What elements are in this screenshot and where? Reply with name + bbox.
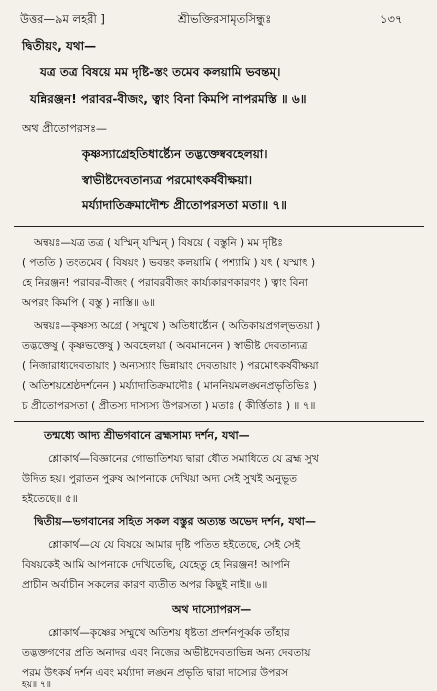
anvaya-6-line-4: অপরং কিমপি ( বস্তু ) নাস্তি॥ ৬॥ (22, 297, 156, 309)
verse-6-line-2: যন্নিরঞ্জন! পরাবর-বীজং, ত্বাং বিনা কিমপি নাপরমস্তি ॥ ৬॥ (30, 92, 307, 106)
verse-7-line-2: স্বাভীষ্টদেবতান্যত্র পরমোৎকর্ষবীক্ষয়া। (82, 173, 253, 187)
anvaya-6-line-1: অন্বয়ঃ—যত্র তত্র ( যস্মিন্ যস্মিন্ ) বিষয়ে ( বস্তুনি ) মম দৃষ্টিঃ (34, 237, 283, 249)
section-abheda-darshan-heading: দ্বিতীয়—ভগবানের সহিত সকল বস্তুর অত্যন্ত অভেদ দর্শন, যথা— (34, 515, 316, 528)
divider-rule-2 (14, 421, 424, 422)
verse-6-line-1: যত্র তত্র বিষয়ে মম দৃষ্টি-স্তং তমেব কলয়ামি ভবন্তম্। (40, 65, 281, 79)
verse-7-line-1: কৃষ্ণস্যাগ্রেহতিধার্ষ্ট্যেন তদ্ভক্তেষ্ববহেলয়া। (82, 147, 268, 161)
verse-intro-pritoparasa: অথ প্রীতোপরসঃ— (22, 122, 108, 135)
verse-intro-dvitiya: দ্বিতীয়ং, যথা— (22, 39, 97, 53)
shlokartha-5-line-3: হইতেছে॥ ৫॥ (22, 493, 78, 505)
header-page-number: ১৩৭ (380, 12, 403, 26)
shlokartha-6-line-1: শ্লোকার্থ—যে যে বিষয়ে আমার দৃষ্টি পতিত হইতেছে, সেই সেই (48, 539, 301, 551)
header-book-title: শ্রীভক্তিরসামৃতসিন্ধুঃ (178, 12, 272, 26)
anvaya-7-line-3: ( নিজারাধ্যদেবতায়াং ) অন্যস্যাং ভিন্নায়াং দেবতায়াং ) পরমোৎকর্ষবীক্ষয়া (22, 360, 319, 372)
shlokartha-5-line-1: শ্লোকার্থ—বিজ্ঞানের গোভাতিশয্য দ্বারা ধৌত সমাধিতে যে ব্রহ্ম সুখ (48, 453, 319, 465)
shlokartha-5-line-2: উদিত হয়। পুরাতন পুরুষ আপনাকে দেখিয়া অদ্য সেই সুখই অনুভূত (22, 473, 297, 485)
shlokartha-7-line-3: পরম উৎকর্ষ দর্শন এবং মর্য্যাদা লঙ্ঘন প্রভৃতি দ্বারা দাস্যের উপরস (22, 667, 289, 679)
divider-rule-1 (14, 226, 424, 227)
verse-7-line-3: মর্য্যাদাতিক্রমাদৌশ্চ প্রীতোপরসতা মতা॥ ৭॥ (82, 198, 287, 212)
anvaya-7-line-4: ( অতিশয়শ্রেষ্ঠদর্শনেন ) মর্য্যাদাতিক্রমাদৌঃ ( মাননিয়মলঙ্ঘনপ্রভৃতিভিঃ ) (22, 380, 318, 392)
anvaya-7-line-1: অন্বয়ঃ—কৃষ্ণস্য অগ্রে ( সম্মুখে ) অতিধার্ষ্ট্যেন ( অতিকায়প্রগল্ভতয়া ) (34, 320, 321, 332)
shlokartha-6-line-3: প্রাচীন অর্বাচীন সকলের কারণ ব্যতীত অপর কিছুই নাই॥ ৬॥ (22, 579, 268, 591)
shlokartha-7-line-2: তদ্ভক্তগণের প্রতি অনাদর এবং নিজের অভীষ্টদেবতাভিন্ন অন্য দেবতায় (22, 647, 311, 659)
shlokartha-6-line-2: বিষয়কেই আমি আপনাকে দেখিতেছি, যেহেতু হে নিরঞ্জন! আপনি (22, 559, 290, 571)
section-dasyoparasa-heading: অথ দাস্যোপরস— (172, 603, 252, 616)
anvaya-7-line-2: তদ্ভক্তেষু ( কৃষ্ণভক্তেষু ) অবহেলয়া ( অবমাননেন ) স্বাভীষ্ট দেবতান্যত্র (22, 340, 308, 352)
anvaya-6-line-2: ( পততি ) তংতমেব ( বিষয়ং ) ভবন্তং কলয়ামি ( পশ্যামি ) যৎ ( যস্মাৎ ) (22, 257, 316, 269)
header-chapter: উত্তর—৯ম লহরী ] (20, 12, 105, 26)
anvaya-6-line-3: হে নিরঞ্জন! পরাবর-বীজং ( পরাবরবীজং কার্য্যকারণকারণং ) ত্বাং বিনা (22, 277, 308, 289)
anvaya-7-line-5: চ প্রীতোপরসতা ( প্রীতস্য দাস্যস্য উপরসতা ) মতাঃ ( কীর্ত্তিতাঃ ) ॥ ৭॥ (22, 400, 316, 412)
shlokartha-7-line-1: শ্লোকার্থ—কৃষ্ণের সম্মুখে অতিশয় ধৃষ্টতা প্রদর্শনপূর্ব্বক তাঁহার (48, 627, 290, 639)
section-brahma-samya-heading: তন্মধ্যে আদ্য শ্রীভগবানে ব্রহ্মসাম্য দর্শন, যথা— (44, 429, 250, 442)
shlokartha-7-line-4: হয়॥ ৭॥ (22, 680, 51, 690)
